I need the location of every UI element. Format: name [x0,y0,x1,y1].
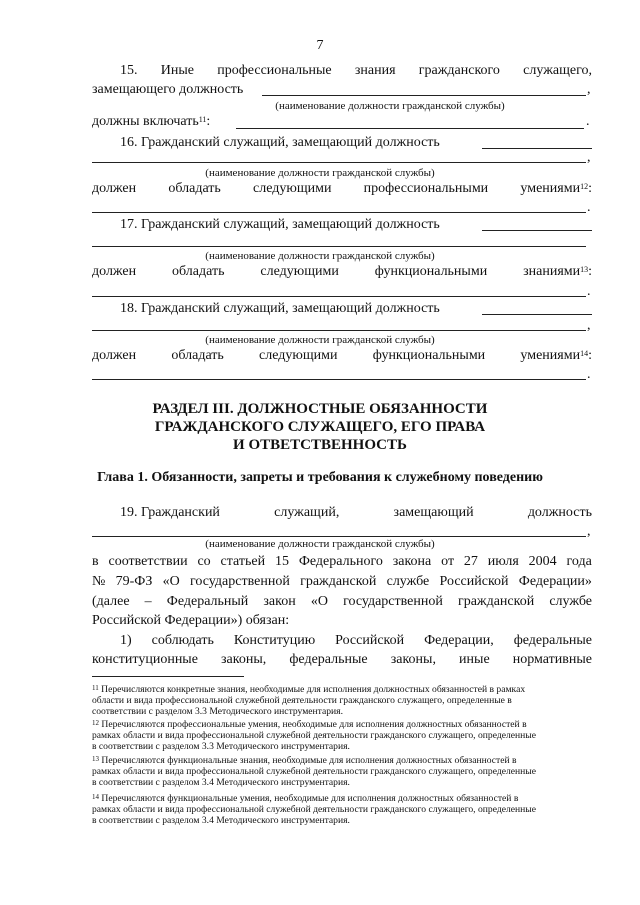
word: службе [549,594,592,609]
line-text: 16. Гражданский служащий, замещающий должность [120,135,440,150]
item18-line2 [92,347,592,365]
word: соответствии [108,554,188,569]
period: . [587,367,591,382]
word: «О [162,574,180,589]
footnote-text: Перечисляются функциональные знания, необходимые для исполнения должностных обязанностей в [101,755,517,766]
word: Конституцию [233,633,316,648]
section-title-line: И ОТВЕТСТВЕННОСТЬ [233,437,407,453]
word: знания [354,63,396,78]
period: . [586,114,590,129]
word: 1) [120,633,132,648]
footnote-ref: 12 [580,182,589,191]
word: умениями [520,181,581,196]
footnote-line: рамках области и вида профессиональной служебной деятельности гражданского служащего, определенные [92,804,536,815]
footnote-line [92,684,592,695]
comma: , [587,150,591,165]
word: со [197,554,211,569]
footnote-line [92,793,592,804]
footnote-line: в соответствии с разделом 3.4 Методического инструментария. [92,815,350,826]
section-title-line: РАЗДЕЛ III. ДОЛЖНОСТНЫЕ ОБЯЗАННОСТИ [152,401,488,417]
word: иные [459,652,490,667]
line-text: 17. Гражданский служащий, замещающий должность [120,217,440,232]
blank-field [482,136,592,149]
blank-field [92,200,586,213]
blank-field [262,83,586,96]
blank-field [92,367,586,380]
colon: : [588,348,592,363]
word: гражданского [418,63,500,78]
item17-caption: (наименование должности гражданской службы) [205,250,435,262]
word: умениями [520,348,581,363]
item19-body-line [92,593,592,611]
footnote-line [92,719,592,730]
word: в [92,554,99,569]
footnote-separator [92,676,244,677]
word: гражданской [300,574,377,589]
page-number: 7 [316,38,324,53]
footnote-num: 13 [92,755,99,763]
word: Федеральный [166,594,249,609]
footnote-ref: 11 [198,115,207,124]
line-prefix: должны включать [92,114,199,129]
word: года [566,554,592,569]
item15-caption: (наименование должности гражданской службы) [275,100,505,112]
word: от [441,554,455,569]
word: обладать [172,264,225,279]
footnote [92,755,592,788]
word: службе [386,574,430,589]
word: профессиональными [363,181,489,196]
word: закон [263,594,296,609]
footnote [92,793,592,826]
item18-caption: (наименование должности гражданской службы) [205,334,435,346]
word: должность [527,505,592,520]
word: законы, [221,652,267,667]
blank-field [482,302,592,315]
word: июля [487,554,519,569]
word: Иные [160,63,194,78]
word: 27 [463,554,478,569]
word: нормативные [512,652,592,667]
word: Российской [439,574,509,589]
word: Федерации, [424,633,494,648]
item19-p1-line1 [120,632,592,650]
footnote-text: Перечисляются профессиональные умения, необходимые для исполнения должностных обязанностей в [101,719,527,730]
item16-caption: (наименование должности гражданской службы) [205,167,435,179]
item19-p1-line2 [92,651,592,669]
comma: , [587,524,591,539]
word: государственной [190,574,290,589]
footnote-text: Перечисляются функциональные умения, необходимые для исполнения должностных обязанностей в [101,793,519,804]
item19-body-line [92,573,592,591]
blank-field [92,284,586,297]
word: функциональными [374,264,488,279]
blank-field [92,234,586,247]
footnote-ref: 14 [580,349,589,358]
colon: : [206,114,211,129]
word: следующими [259,348,338,363]
word: № [92,574,106,589]
word: закона [392,554,432,569]
word: государственной [343,594,443,609]
word: следующими [260,264,339,279]
footnote-line [92,755,592,766]
word: следующими [253,181,332,196]
word: соблюдать [151,633,214,648]
word: «О [310,594,328,609]
period: . [587,200,591,215]
footnote-line: в соответствии с разделом 3.4 Методического инструментария. [92,777,350,788]
colon: : [588,264,592,279]
word: (далее [92,594,130,609]
item19-line1 [120,504,592,522]
word: обладать [171,348,224,363]
word: гражданской [457,594,535,609]
comma: , [587,82,591,97]
footnote-line: области и вида профессиональной служебной деятельности гражданского служащего, определенные в [92,695,512,706]
footnote-num: 14 [92,793,99,801]
item19-body-line [92,553,592,571]
footnote-line: рамках области и вида профессиональной служебной деятельности гражданского служащего, определенные [92,766,536,777]
word: Федерации» [518,574,592,589]
word: законы, [390,652,436,667]
word: замещающий [393,505,474,520]
period: . [587,284,591,299]
blank-field [482,218,592,231]
word: Федерального [298,554,383,569]
footnote-ref: 13 [580,265,589,274]
word: должен [92,264,137,279]
word: служащий, [274,505,340,520]
colon: : [588,181,592,196]
item17-line2 [92,263,592,281]
item19-caption: (наименование должности гражданской службы) [205,538,435,550]
word: профессиональные [217,63,332,78]
word: служащего, [523,63,592,78]
word: конституционные [92,652,198,667]
footnote [92,719,592,752]
word: функциональными [372,348,486,363]
word: 15. [120,63,138,78]
word: федеральные [289,652,368,667]
item16-line2 [92,180,592,198]
footnote-num: 11 [92,684,99,692]
word: 15 [274,554,289,569]
word: обладать [168,181,221,196]
word: 19. Гражданский [120,505,220,520]
section-title-line: ГРАЖДАНСКОГО СЛУЖАЩЕГО, ЕГО ПРАВА [154,419,486,435]
blank-field [92,150,586,163]
word: должен [92,181,137,196]
word: 2004 [528,554,557,569]
word: федеральные [513,633,592,648]
word: Российской [335,633,405,648]
footnote-line: рамках области и вида профессиональной служебной деятельности гражданского служащего, определенные [92,730,536,741]
footnote [92,684,592,717]
comma: , [587,318,591,333]
item19-body-line: Российской Федерации») обязан: [92,613,290,628]
word: статьей [220,554,266,569]
blank-field [92,524,586,537]
blank-field [92,318,586,331]
footnote-line: соответствии с разделом 3.3 Методического инструментария. [92,706,343,717]
line-prefix: замещающего должность [92,82,244,97]
word: знаниями [523,264,581,279]
chapter-title: Глава 1. Обязанности, запреты и требования к служебному поведению [97,470,543,485]
item15-line1 [120,62,592,80]
word: 79-ФЗ [115,574,153,589]
footnote-num: 12 [92,719,99,727]
footnote-text: Перечисляются конкретные знания, необходимые для исполнения должностных обязанностей в рамках [101,684,526,695]
word: должен [92,348,137,363]
blank-field [236,116,584,129]
footnote-line: в соответствии с разделом 3.3 Методического инструментария. [92,741,350,752]
word: – [144,594,152,609]
line-text: 18. Гражданский служащий, замещающий должность [120,301,440,316]
